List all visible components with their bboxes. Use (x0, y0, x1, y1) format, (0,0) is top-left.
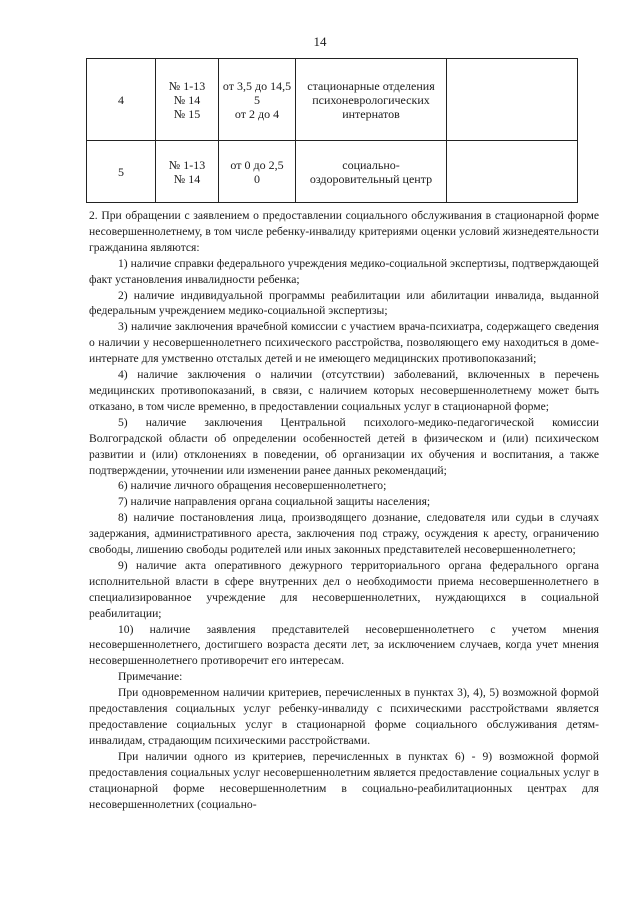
range-cell: от 0 до 2,5 0 (219, 141, 296, 203)
criterion-4: 4) наличие заключения о наличии (отсутствии) заболеваний, включенных в перечень медицинских противопоказаний, в связи, с наличием которых несовершеннолетнему может быть отказано, в том числе временно, в предоставлении социальных услуг в стационарной форме; (89, 368, 599, 413)
criterion-8: 8) наличие постановления лица, производящего дознание, следователя или судьи в случаях задержания, административного ареста, заключения под стражу, осуждения к аресту, ограничению свободы, лишению свободы родителей или иных законных представителей несовершеннолетнего; (89, 511, 599, 557)
criterion-3: 3) наличие заключения врачебной комиссии с участием врача-психиатра, содержащего сведения о наличии у несовершеннолетнего психического расстройства, позволяющего ему находиться в доме-интернате для умственно отсталых детей и не имеющего медицинских противопоказаний; (89, 320, 599, 366)
codes-cell: № 1-13 № 14 № 15 (156, 59, 219, 141)
codes-cell: № 1-13 № 14 (156, 141, 219, 203)
note-cell (447, 59, 578, 141)
table-row (87, 59, 578, 141)
criterion-9: 9) наличие акта оперативного дежурного территориального органа федерального органа исполнительной власти в сфере внутренних дел о необходимости приема несовершеннолетнего в специализированное учреждение для несовершеннолетних, нуждающихся в социальной реабилитации; (89, 558, 599, 620)
criterion-5: 5) наличие заключения Центральной психолого-медико-педагогической комиссии Волгоградской области об определении особенностей детей в физическом и (или) психическом развитии и (или) отклонениях в поведении, об организации их обучения и воспитания, а также подтверждении, уточнении или изменении ранее данных рекомендаций; (89, 415, 599, 477)
note-paragraph-1: При одновременном наличии критериев, перечисленных в пунктах 3), 4), 5) возможной формой предоставления социальных услуг ребенку-инвалиду с психическими расстройствами является предоставление социальных услуг в стационарной форме социального обслуживания детям-инвалидам, страдающим психическими расстройствами. (89, 686, 599, 747)
criterion-7: 7) наличие направления органа социальной защиты населения; (118, 495, 431, 509)
institution-cell: социально- оздоровительный центр (296, 141, 447, 203)
criterion-10: 10) наличие заявления представителей несовершеннолетнего с учетом мнения несовершеннолетнего, достигшего возраста десяти лет, за исключением случаев, когда учет мнения несовершеннолетнего противоречит его интересам. (89, 622, 599, 668)
table-row (87, 141, 578, 203)
institution-cell: стационарные отделения психоневрологических интернатов (296, 59, 447, 141)
body-text (89, 208, 599, 812)
intro-paragraph: 2. При обращении с заявлением о предоставлении социального обслуживания в стационарной форме несовершеннолетнему, в том числе ребенку-инвалиду критериями оценки условий жизнедеятельности гражданина являются: (89, 209, 599, 254)
criterion-1: 1) наличие справки федерального учреждения медико-социальной экспертизы, подтверждающей факт установления инвалидности ребенка; (89, 256, 599, 286)
criterion-2: 2) наличие индивидуальной программы реабилитации или абилитации инвалида, выданной федеральным учреждением медико-социальной экспертизы; (89, 288, 599, 318)
note-cell (447, 141, 578, 203)
note-heading: Примечание: (118, 670, 183, 684)
services-table (86, 58, 578, 203)
note-paragraph-2: При наличии одного из критериев, перечисленных в пунктах 6) - 9) возможной формой предоставления социальных услуг несовершеннолетним является предоставление социальных услуг в стационарной форме несовершеннолетним в социально-реабилитационных центрах для несовершеннолетних (социально- (89, 749, 599, 811)
row-number-cell: 4 (87, 59, 156, 141)
range-cell: от 3,5 до 14,5 5 от 2 до 4 (219, 59, 296, 141)
row-number-cell: 5 (87, 141, 156, 203)
criterion-6: 6) наличие личного обращения несовершеннолетнего; (118, 479, 387, 493)
page-number: 14 (313, 34, 327, 49)
